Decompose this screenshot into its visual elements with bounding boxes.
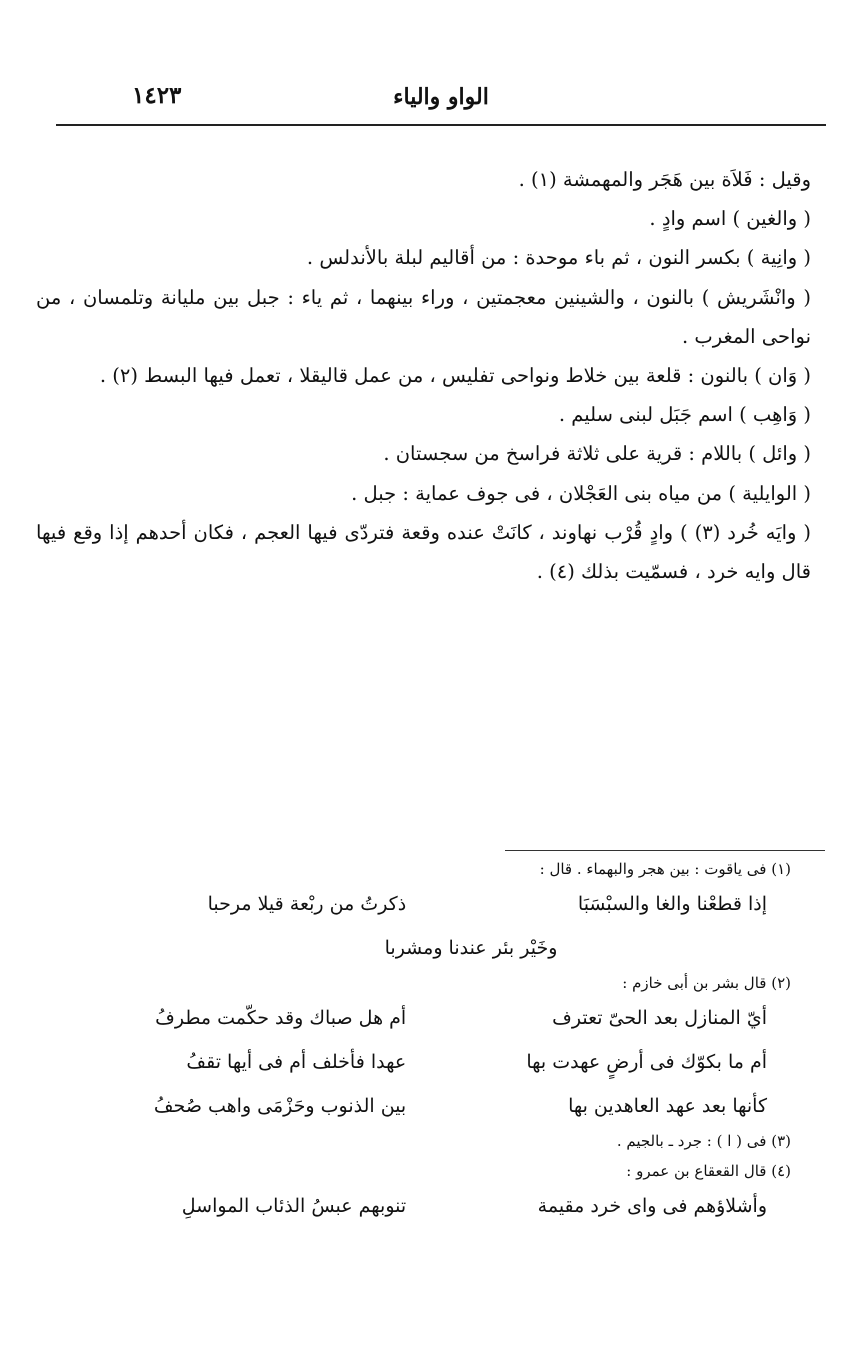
entry-paragraph: وقيل : فَلاَة بين هَجَر والمهمشة (١) .: [518, 168, 811, 191]
verse-hemistich: كأنها بعد عهد العاهدين بها: [568, 1095, 767, 1117]
verse-hemistich: أم هل صباك وقد حكّمت مطرفُ: [155, 1007, 407, 1029]
verse-hemistich: تنوبهم عبسُ الذئاب المواسلِ: [181, 1195, 407, 1217]
verse-hemistich: ذكرتُ من ربْعة قيلا مرحبا: [207, 893, 407, 915]
verse-line: [51, 996, 791, 1040]
entry-paragraph: ( وانِية ) بكسر النون ، ثم باء موحدة : من أقاليم لبلة بالأندلس .: [306, 246, 811, 270]
page-header: [56, 80, 826, 124]
verse-hemistich: أيّ المنازل بعد الحىّ تعترف: [552, 1007, 767, 1029]
entry-paragraph: ( وَاهِب ) اسم جَبَل لبنى سليم .: [558, 403, 811, 427]
verse-hemistich: وأشلاؤهم فى واى خرد مقيمة: [537, 1195, 767, 1217]
verse-line: [51, 1040, 791, 1084]
verse-line: [51, 1184, 791, 1228]
verse-hemistich: عهدا فأخلف أم فى أيها تقفُ: [186, 1051, 407, 1073]
entry-paragraph: ( والغين ) اسم وادٍ .: [649, 207, 811, 231]
entry-paragraph: ( وَان ) بالنون : قلعة بين خلاط ونواحى تفليس ، من عمل قاليقلا ، تعمل فيها البسط (٢) .: [99, 364, 811, 388]
page-number: ١٤٢٣: [132, 82, 182, 109]
footnote-1: (١) فى ياقوت : بين هجر والبهماء . قال :: [539, 860, 791, 878]
entry-paragraph: ( الوايلية ) من مياه بنى العَجْلان ، فى جوف عماية : جبل .: [351, 481, 811, 505]
footnote-divider: [505, 850, 825, 851]
running-title: الواو والياء: [393, 84, 489, 110]
verse-hemistich: أم ما بكوّك فى أرضٍ عهدت بها: [526, 1051, 767, 1073]
entry-paragraph: ( وانْشَريش ) بالنون ، والشينين معجمتين ، وراء بينهما ، ثم ياء : جبل بين مليانة وتلمسان ، من نواحى المغرب .: [36, 285, 811, 348]
footnote-3: (٣) فى ( ا ) : جرد ـ بالجيم .: [616, 1132, 791, 1150]
footnotes: [51, 856, 791, 1228]
footnote-4: (٤) قال القعقاع بن عمرو :: [626, 1162, 791, 1180]
verse-hemistich: بين الذنوب وحَزْمَى واهب صُحفُ: [153, 1095, 407, 1117]
footnote-2: (٢) قال بشر بن أبى خازم :: [622, 974, 791, 992]
entry-paragraph: ( وايَه خُرد (٣) ) وادٍ قُرْب نهاوند ، كانَتْ عنده وقعة فتردّى فيها العجم ، فكان أحدهم إذا وقع فيها قال وايه خرد ، فسمّيت بذلك (٤) .: [36, 520, 811, 584]
header-divider: [56, 124, 826, 126]
entry-paragraph: ( وائل ) باللام : قرية على ثلاثة فراسخ من سجستان .: [383, 442, 811, 466]
verse-hemistich: إذا قطعْنا والغا والسبْسَبَا: [577, 893, 767, 915]
verse-line: وخَيْر بئر عندنا ومشربا: [384, 937, 558, 959]
verse-line: [51, 1084, 791, 1128]
verse-line: [51, 882, 791, 926]
main-text: [36, 160, 811, 591]
